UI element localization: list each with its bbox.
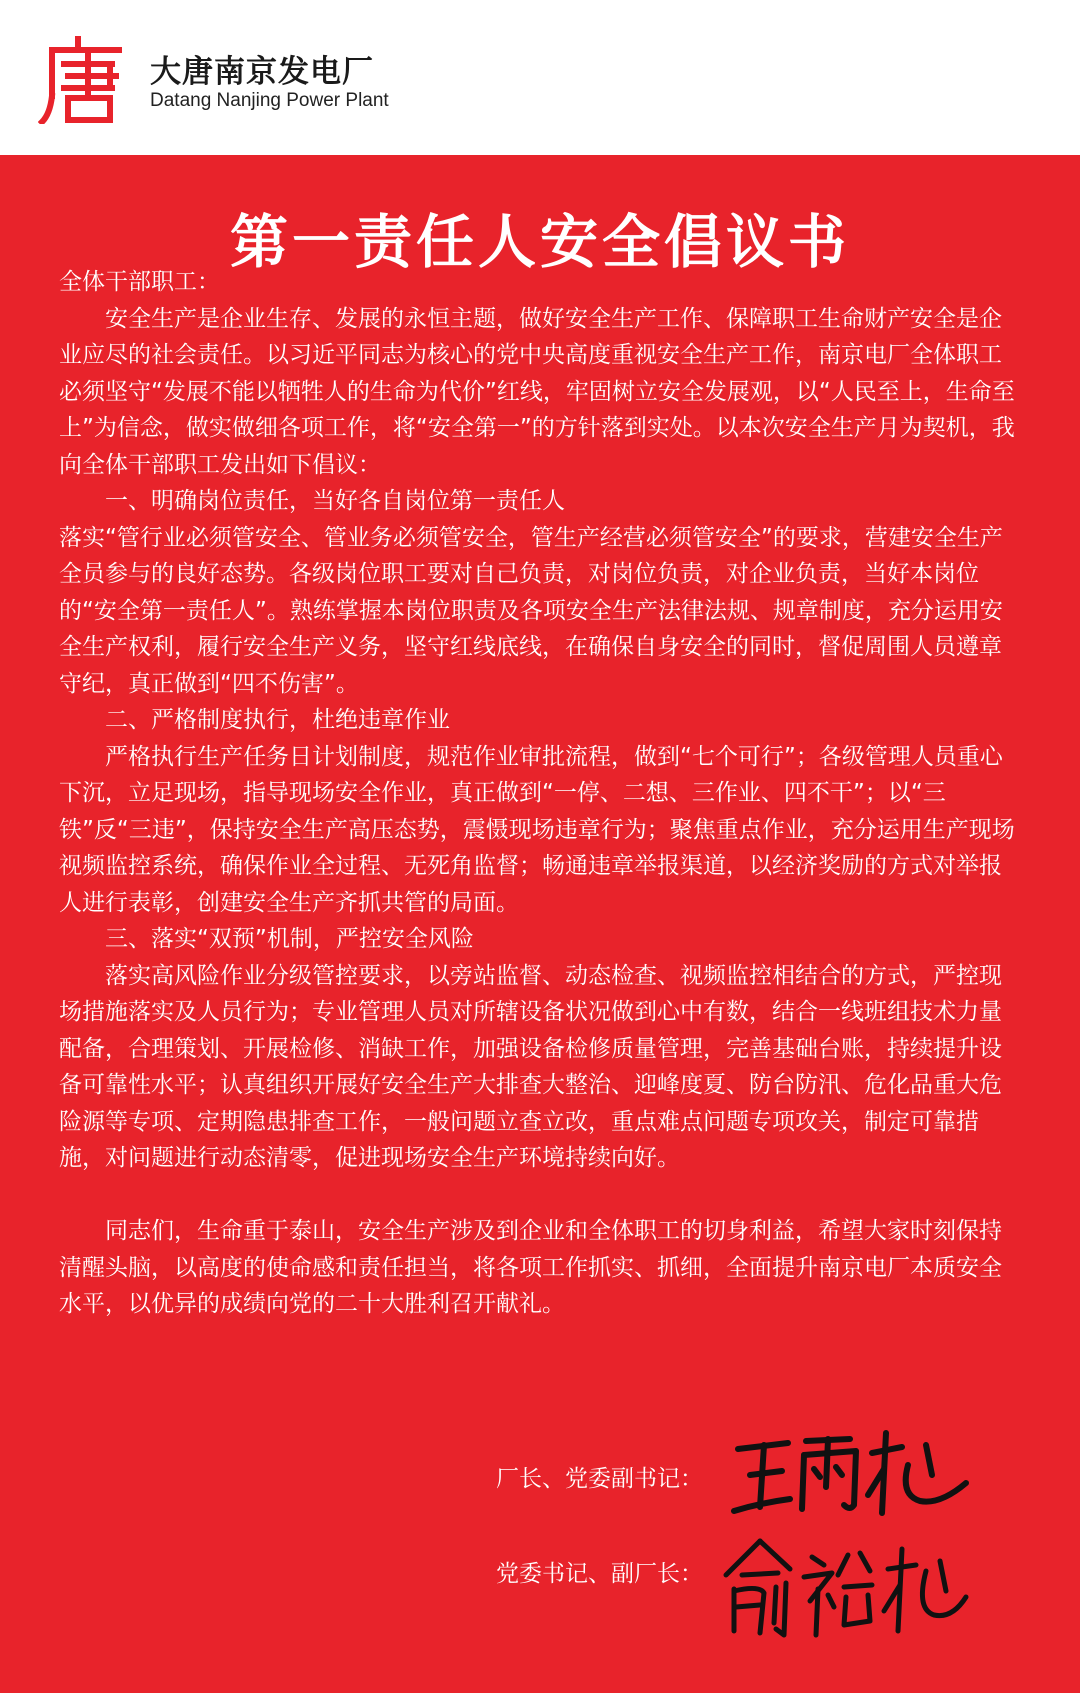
- closing-paragraph: 同志们，生命重于泰山，安全生产涉及到企业和全体职工的切身利益，希望大家时刻保持清醒头脑，以高度的使命感和责任担当，将各项工作抓实、抓细，全面提升南京电厂本质安全水平，以优异的成绩向党的二十大胜利召开献礼。: [59, 1218, 1002, 1317]
- section-1-heading: 一、明确岗位责任，当好各自岗位第一责任人: [105, 488, 565, 514]
- salutation: 全体干部职工：: [59, 269, 220, 295]
- section-3-heading: 三、落实“双预”机制，严控安全风险: [105, 926, 474, 952]
- section-3-body: 落实高风险作业分级管控要求，以旁站监督、动态检查、视频监控相结合的方式，严控现场措施落实及人员行为；专业管理人员对所辖设备状况做到心中有数，结合一线班组技术力量配备，合理策划、开展检修、消缺工作，加强设备检修质量管理，完善基础台账，持续提升设备可靠性水平；认真组织开展好安全生产大排查大整治、迎峰度夏、防台防汛、危化品重大危险源等专项、定期隐患排查工作，一般问题立查立改，重点难点问题专项攻关，制定可靠措施，对问题进行动态清零，促进现场安全生产环境持续向好。: [59, 962, 1002, 1171]
- document-body: [0, 155, 1080, 1693]
- paragraph-gap: [59, 1177, 1022, 1214]
- page-header: [0, 0, 1080, 155]
- intro-paragraph: 安全生产是企业生存、发展的永恒主题，做好安全生产工作、保障职工生命财产安全是企业应尽的社会责任。以习近平同志为核心的党中央高度重视安全生产工作，南京电厂全体职工必须坚守“发展不能以牺牲人的生命为代价”红线，牢固树立安全发展观，以“人民至上，生命至上”为信念，做实做细各项工作，将“安全第一”的方针落到实处。以本次安全生产月为契机，我向全体干部职工发出如下倡议：: [59, 305, 1015, 478]
- section-2-body: 严格执行生产任务日计划制度，规范作业审批流程，做到“七个可行”；各级管理人员重心下沉，立足现场，指导现场安全作业，真正做到“一停、二想、三作业、四不干”；以“三铁”反“三违”，保持安全生产高压态势，震慑现场违章行为；聚焦重点作业，充分运用生产现场视频监控系统，确保作业全过程、无死角监督；畅通违章举报渠道，以经济奖励的方式对举报人进行表彰，创建安全生产齐抓共管的局面。: [59, 743, 1015, 916]
- document-text: [59, 264, 1022, 1323]
- signature-1-handwriting: [730, 1425, 970, 1525]
- signature-1-title: 厂长、党委副书记：: [496, 1466, 703, 1492]
- company-name-en: Datang Nanjing Power Plant: [150, 90, 389, 111]
- section-1-body: 落实“管行业必须管安全、管业务必须管安全，管生产经营必须管安全”的要求，营建安全生产全员参与的良好态势。各级岗位职工要对自己负责，对岗位负责，对企业负责，当好本岗位的“安全第一责任人”。熟练掌握本岗位职责及各项安全生产法律法规、规章制度，充分运用安全生产权利，履行安全生产义务，坚守红线底线，在确保自身安全的同时，督促周围人员遵章守纪，真正做到“四不伤害”。: [59, 524, 1003, 697]
- signature-2-title: 党委书记、副厂长：: [496, 1561, 703, 1587]
- company-name-cn: 大唐南京发电厂: [150, 54, 374, 90]
- datang-logo-icon: [38, 36, 122, 124]
- signature-2-handwriting: [720, 1535, 970, 1640]
- document-title: 第一责任人安全倡议书: [229, 208, 850, 276]
- section-2-heading: 二、严格制度执行，杜绝违章作业: [105, 707, 450, 733]
